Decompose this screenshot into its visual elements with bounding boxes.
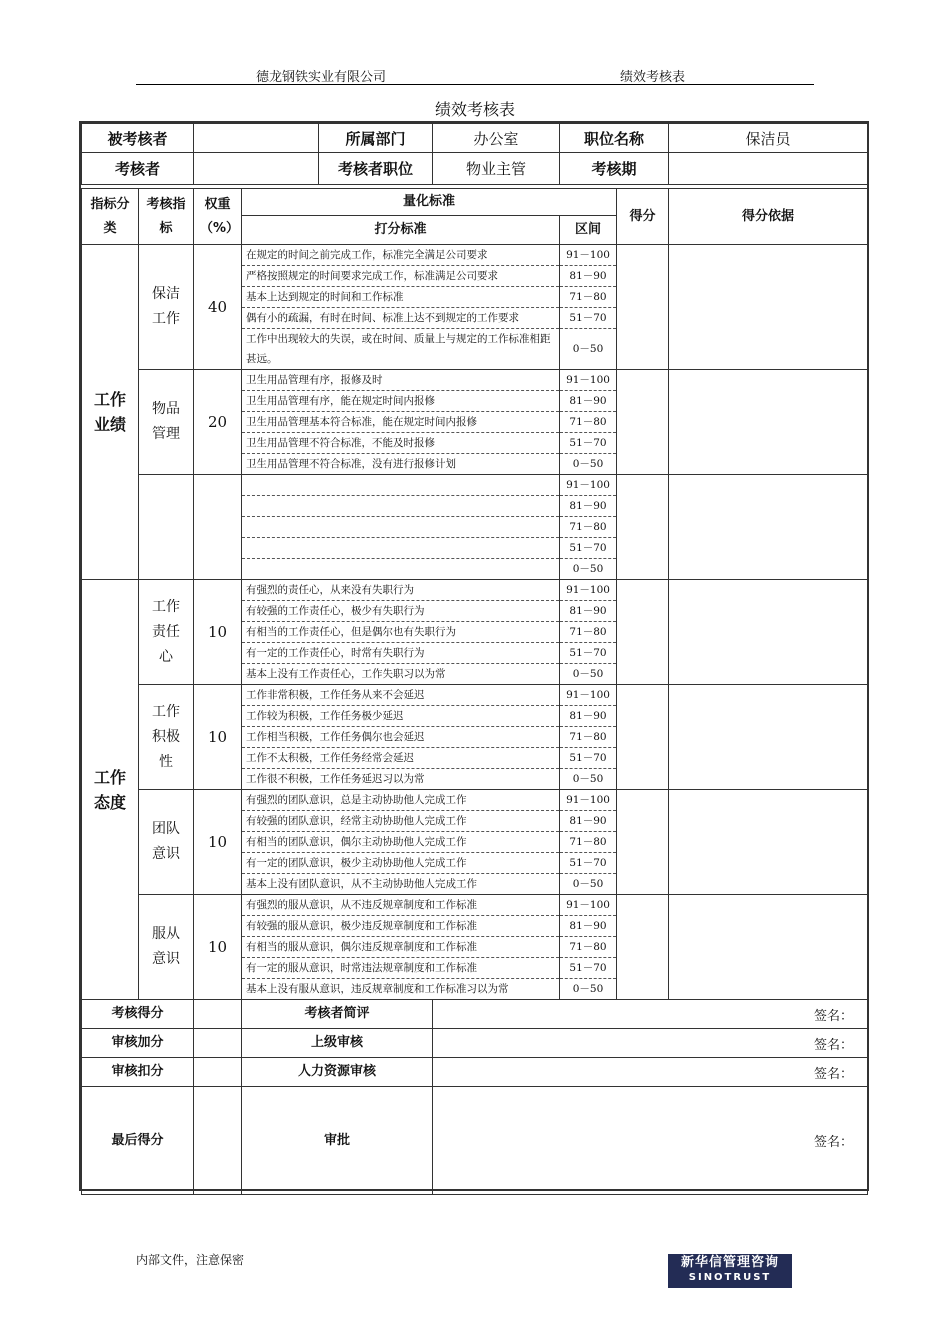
criteria-list <box>242 685 560 790</box>
criteria-list <box>242 370 560 475</box>
criteria-item: 卫生用品管理不符合标准，不能及时报修 <box>242 433 559 454</box>
criteria-item: 有强烈的团队意识，总是主动协助他人完成工作 <box>242 790 559 811</box>
criteria-list <box>242 895 560 1000</box>
weight-value: 10 <box>194 895 242 1000</box>
criteria-item: 基本上没有服从意识，违反规章制度和工作标准习以为常 <box>246 983 509 995</box>
review-label: 考核者简评 <box>242 1000 433 1029</box>
bottom-label: 审核加分 <box>82 1029 194 1058</box>
basis-field[interactable] <box>669 580 868 685</box>
criteria-item: 严格按照规定的时间要求完成工作，标准满足公司要求 <box>242 266 559 287</box>
weight-value: 10 <box>194 580 242 685</box>
range-item: 91－100 <box>560 580 616 601</box>
bottom-value-field[interactable] <box>194 1029 242 1058</box>
range-item: 81－90 <box>560 496 616 517</box>
weight-value: 20 <box>194 370 242 475</box>
range-item: 0－50 <box>572 343 604 355</box>
bottom-value-field[interactable] <box>194 1000 242 1029</box>
criteria-item <box>242 475 559 496</box>
criteria-item: 工作不太积极，工作任务经常会延迟 <box>242 748 559 769</box>
range-item: 51－70 <box>560 308 616 329</box>
weight-value: 10 <box>194 790 242 895</box>
criteria-list <box>242 580 560 685</box>
range-item: 91－100 <box>560 685 616 706</box>
criteria-item: 在规定的时间之前完成工作，标准完全满足公司要求 <box>242 245 559 266</box>
range-item: 51－70 <box>560 433 616 454</box>
range-item: 71－80 <box>560 412 616 433</box>
basis-field[interactable] <box>669 895 868 1000</box>
range-list <box>560 245 617 370</box>
criteria-item: 卫生用品管理不符合标准，没有进行报修计划 <box>246 458 457 470</box>
range-item: 91－100 <box>560 790 616 811</box>
indicator-name: 工作责任心 <box>139 580 194 685</box>
reviewee-field[interactable] <box>194 124 319 153</box>
criteria-item: 有强烈的责任心，从来没有失职行为 <box>242 580 559 601</box>
reviewee-label: 被考核者 <box>82 124 194 153</box>
category-label: 工作态度 <box>82 580 139 1000</box>
bottom-label: 审核扣分 <box>82 1058 194 1087</box>
score-field[interactable] <box>617 895 669 1000</box>
signature-field[interactable]: 签名： <box>433 1058 868 1087</box>
range-item: 81－90 <box>560 811 616 832</box>
range-list <box>560 370 617 475</box>
col-indicator: 考核指标 <box>139 189 194 245</box>
range-item: 51－70 <box>560 958 616 979</box>
bottom-value-field[interactable] <box>194 1087 242 1195</box>
score-field[interactable] <box>617 685 669 790</box>
review-label: 上级审核 <box>242 1029 433 1058</box>
indicator-name: 工作积极性 <box>139 685 194 790</box>
reviewer-label: 考核者 <box>82 153 194 185</box>
criteria-item <box>242 496 559 517</box>
range-item: 81－90 <box>560 601 616 622</box>
range-item: 51－70 <box>560 538 616 559</box>
review-label: 审批 <box>242 1087 433 1195</box>
criteria-item: 卫生用品管理有序，能在规定时间内报修 <box>242 391 559 412</box>
bottom-label: 最后得分 <box>82 1087 194 1195</box>
signature-field[interactable]: 签名： <box>433 1029 868 1058</box>
signature-field[interactable]: 签名： <box>433 1087 868 1195</box>
criteria-list <box>242 790 560 895</box>
criteria-item: 工作很不积极，工作任务延迟习以为常 <box>246 773 425 785</box>
criteria-item: 工作中出现较大的失误，或在时间、质量上与规定的工作标准相距甚远。 <box>246 333 551 365</box>
basis-field[interactable] <box>669 245 868 370</box>
criteria-item: 卫生用品管理有序，报修及时 <box>242 370 559 391</box>
criteria-item <box>242 559 559 579</box>
criteria-item: 有较强的团队意识，经常主动协助他人完成工作 <box>242 811 559 832</box>
range-item: 91－100 <box>560 475 616 496</box>
col-range: 区间 <box>560 216 617 245</box>
indicator-name: 团队意识 <box>139 790 194 895</box>
range-item: 71－80 <box>560 937 616 958</box>
criteria-item: 基本上达到规定的时间和工作标准 <box>242 287 559 308</box>
range-item: 71－80 <box>560 517 616 538</box>
position-field[interactable]: 保洁员 <box>669 124 868 153</box>
range-item: 0－50 <box>572 458 604 470</box>
category-label: 工作业绩 <box>82 245 139 580</box>
weight-value: 10 <box>194 685 242 790</box>
bottom-label: 考核得分 <box>82 1000 194 1029</box>
indicator-name: 保洁工作 <box>139 245 194 370</box>
reviewer-position-label: 考核者职位 <box>319 153 433 185</box>
range-item: 81－90 <box>560 266 616 287</box>
header-company: 德龙钢铁实业有限公司 <box>256 70 387 85</box>
reviewer-position-field[interactable]: 物业主管 <box>433 153 560 185</box>
indicator-name: 服从意识 <box>139 895 194 1000</box>
dept-field[interactable]: 办公室 <box>433 124 560 153</box>
score-field[interactable] <box>617 580 669 685</box>
criteria-item: 有强烈的服从意识，从不违反规章制度和工作标准 <box>242 895 559 916</box>
dept-label: 所属部门 <box>319 124 433 153</box>
score-field[interactable] <box>617 475 669 580</box>
criteria-item: 工作较为积极，工作任务极少延迟 <box>242 706 559 727</box>
basis-field[interactable] <box>669 685 868 790</box>
range-item: 91－100 <box>560 895 616 916</box>
range-list <box>560 895 617 1000</box>
review-label: 人力资源审核 <box>242 1058 433 1087</box>
range-item: 91－100 <box>560 370 616 391</box>
page-header <box>136 66 814 85</box>
range-item: 0－50 <box>572 983 604 995</box>
criteria-item: 有较强的工作责任心，极少有失职行为 <box>242 601 559 622</box>
weight-value <box>194 475 242 580</box>
criteria-item: 基本上没有工作责任心，工作失职习以为常 <box>246 668 446 680</box>
period-field[interactable] <box>669 153 868 185</box>
period-label: 考核期 <box>560 153 669 185</box>
range-list <box>560 685 617 790</box>
range-list <box>560 580 617 685</box>
signature-field[interactable]: 签名： <box>433 1000 868 1029</box>
criteria-item: 有相当的团队意识，偶尔主动协助他人完成工作 <box>242 832 559 853</box>
range-item: 71－80 <box>560 287 616 308</box>
criteria-item: 工作非常积极，工作任务从来不会延迟 <box>242 685 559 706</box>
logo-en: SINOTRUST <box>688 1272 772 1283</box>
col-category: 指标分类 <box>82 189 139 245</box>
criteria-item: 偶有小的疏漏，有时在时间、标准上达不到规定的工作要求 <box>242 308 559 329</box>
range-item: 0－50 <box>572 563 604 575</box>
sinotrust-logo <box>668 1254 792 1288</box>
range-item: 71－80 <box>560 832 616 853</box>
criteria-item: 有相当的服从意识，偶尔违反规章制度和工作标准 <box>242 937 559 958</box>
criteria-item: 有相当的工作责任心，但是偶尔也有失职行为 <box>242 622 559 643</box>
range-item: 51－70 <box>560 748 616 769</box>
range-item: 51－70 <box>560 643 616 664</box>
logo-cn: 新华信管理咨询 <box>680 1255 779 1270</box>
range-list <box>560 790 617 895</box>
range-item: 81－90 <box>560 916 616 937</box>
reviewer-field[interactable] <box>194 153 319 185</box>
basis-field[interactable] <box>669 370 868 475</box>
col-weight: 权重（%） <box>194 189 242 245</box>
criteria-list <box>242 245 560 370</box>
criteria-item: 卫生用品管理基本符合标准，能在规定时间内报修 <box>242 412 559 433</box>
range-item: 0－50 <box>572 878 604 890</box>
criteria-list <box>242 475 560 580</box>
range-item: 71－80 <box>560 727 616 748</box>
indicator-name <box>139 475 194 580</box>
col-quant: 量化标准 <box>242 189 617 216</box>
criteria-item <box>242 517 559 538</box>
criteria-item: 有一定的团队意识，极少主动协助他人完成工作 <box>242 853 559 874</box>
criteria-item <box>242 538 559 559</box>
score-field[interactable] <box>617 245 669 370</box>
criteria-item: 有一定的工作责任心，时常有失职行为 <box>242 643 559 664</box>
criteria-item: 有一定的服从意识，时常违法规章制度和工作标准 <box>242 958 559 979</box>
col-score: 得分 <box>617 189 669 245</box>
weight-value: 40 <box>194 245 242 370</box>
range-item: 81－90 <box>560 391 616 412</box>
score-field[interactable] <box>617 370 669 475</box>
criteria-item: 有较强的服从意识，极少违反规章制度和工作标准 <box>242 916 559 937</box>
page-title: 绩效考核表 <box>434 100 515 119</box>
col-basis: 得分依据 <box>669 189 868 245</box>
range-item: 0－50 <box>572 773 604 785</box>
range-list <box>560 475 617 580</box>
basis-field[interactable] <box>669 475 868 580</box>
range-item: 71－80 <box>560 622 616 643</box>
range-item: 91－100 <box>560 245 616 266</box>
header-doc-name: 绩效考核表 <box>620 70 686 85</box>
col-criteria: 打分标准 <box>242 216 560 245</box>
indicator-name: 物品管理 <box>139 370 194 475</box>
appraisal-table <box>81 123 868 1195</box>
position-label: 职位名称 <box>560 124 669 153</box>
footer-note: 内部文件，注意保密 <box>136 1253 245 1267</box>
bottom-value-field[interactable] <box>194 1058 242 1087</box>
criteria-item: 基本上没有团队意识，从不主动协助他人完成工作 <box>246 878 478 890</box>
basis-field[interactable] <box>669 790 868 895</box>
range-item: 0－50 <box>572 668 604 680</box>
criteria-item: 工作相当积极，工作任务偶尔也会延迟 <box>242 727 559 748</box>
score-field[interactable] <box>617 790 669 895</box>
range-item: 51－70 <box>560 853 616 874</box>
appraisal-form <box>79 121 869 1191</box>
range-item: 81－90 <box>560 706 616 727</box>
